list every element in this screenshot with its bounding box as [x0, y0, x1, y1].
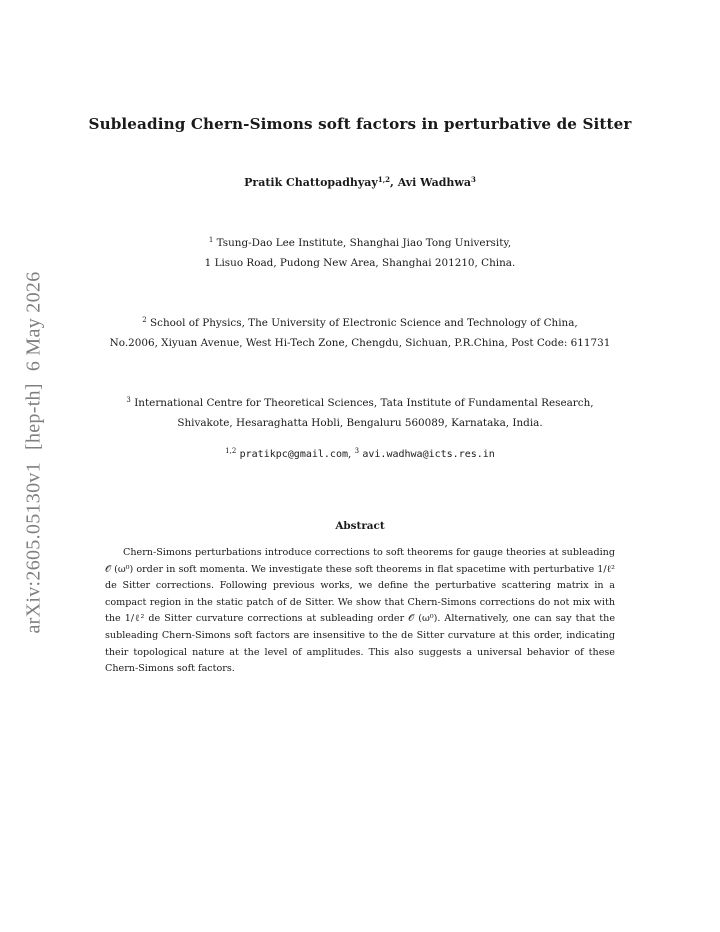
abstract-heading: Abstract	[335, 520, 385, 532]
affiliation-line: Shivakote, Hesaraghatta Hobli, Bengaluru 560089, Karnataka, India.	[177, 417, 543, 429]
abstract-text: Chern-Simons perturbations introduce corrections to soft theorems for gauge theories at subleading	[123, 547, 615, 558]
affiliation-line: School of Physics, The University of Electronic Science and Technology of China,	[150, 317, 578, 329]
email-link[interactable]: avi.wadhwa@icts.res.in	[362, 449, 495, 460]
affiliation-mark: 2	[142, 316, 147, 325]
affiliation-3	[0, 393, 720, 433]
math-order: 𝒪 (ω⁰)	[105, 563, 134, 575]
abstract-text: order in soft momenta. We investigate these soft theorems in flat spacetime with perturbative	[133, 563, 598, 575]
math-ds-correction: 1/ℓ²	[124, 613, 145, 625]
email-list: $^{1,2}$ pratikpc@gmail.com, $^3$ avi.wadhwa@icts.res.in	[225, 447, 495, 460]
author-name: Pratik Chattopadhyay	[244, 176, 378, 189]
email-mark: 3	[354, 447, 360, 456]
math-order: 𝒪 (ω⁰)	[408, 613, 438, 625]
author-name: Avi Wadhwa	[397, 176, 471, 189]
author-affiliation-mark: 1,2	[377, 175, 391, 185]
paper-title: Subleading Chern-Simons soft factors in perturbative de Sitter	[88, 115, 632, 133]
abstract-text: de Sitter corrections. Following previous works, we define the perturbative scattering matrix in a compact region in the static patch of de Sitter. We show that Chern-Simons corrections do not mix with the	[105, 580, 615, 625]
abstract-body	[105, 545, 615, 678]
arxiv-category: [hep-th]	[22, 382, 45, 450]
abstract-text: de Sitter curvature corrections at subleading order	[144, 613, 409, 625]
author-list: Pratik Chattopadhyay$^{1,2}$, Avi Wadhwa$^3$	[244, 175, 476, 189]
affiliation-line: No.2006, Xiyuan Avenue, West Hi-Tech Zone, Chengdu, Sichuan, P.R.China, Post Code: 611731	[109, 337, 611, 349]
affiliation-mark: 3	[126, 396, 131, 405]
math-ds-correction: 1/ℓ²	[597, 563, 616, 575]
author-affiliation-mark: 3	[471, 175, 476, 185]
affiliation-line: 1 Lisuo Road, Pudong New Area, Shanghai 201210, China.	[204, 257, 516, 269]
affiliation-line: Tsung-Dao Lee Institute, Shanghai Jiao Tong University,	[216, 237, 512, 249]
affiliation-mark: 1	[208, 236, 214, 245]
affiliation-1	[0, 233, 720, 273]
affiliation-line: International Centre for Theoretical Sciences, Tata Institute of Fundamental Research,	[134, 397, 594, 409]
email-mark: 1,2	[225, 447, 237, 456]
arxiv-id: arXiv:2605.05130v1	[22, 461, 45, 633]
arxiv-date: 6 May 2026	[22, 271, 45, 371]
abstract-text: . Alternatively, one can say that the subleading Chern-Simons soft factors are insensitive to the de Sitter curvature at this order, indicating their topological nature at the level of amplitudes. This also suggests a universal behavior of these Chern-Simons soft factors.	[105, 613, 616, 675]
email-link[interactable]: pratikpc@gmail.com	[239, 449, 348, 460]
affiliation-2	[0, 313, 720, 353]
